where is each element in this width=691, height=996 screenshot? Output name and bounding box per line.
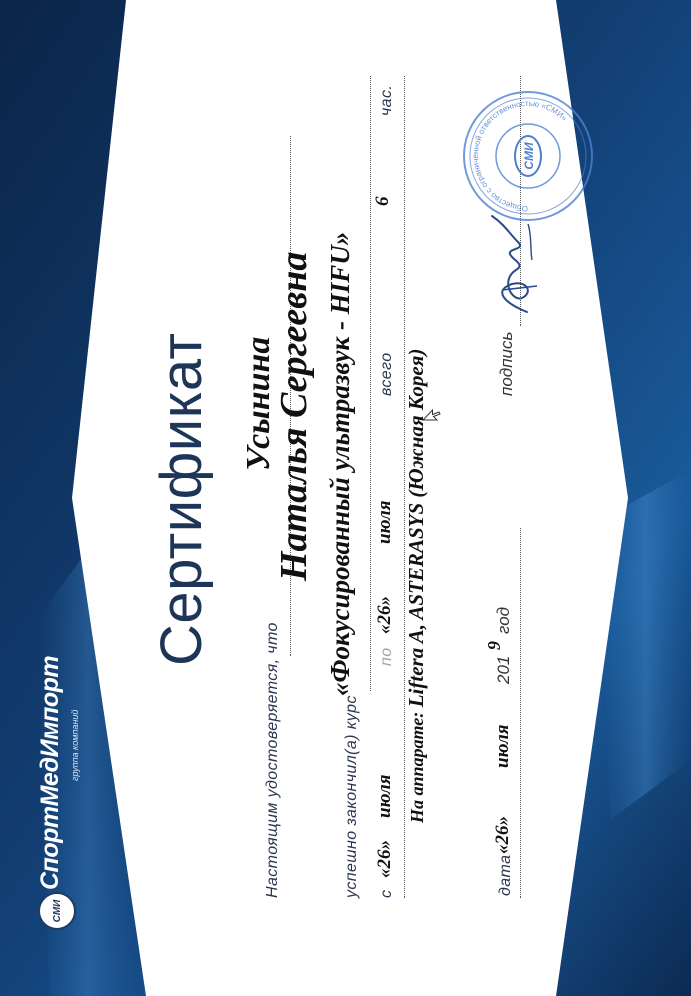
course-name: «Фокусированный ультразвук - HIFU» bbox=[325, 231, 355, 696]
stamp-center-mark: СМИ bbox=[522, 142, 536, 170]
hours-unit: час. bbox=[378, 84, 395, 116]
signature-label: подпись bbox=[497, 331, 516, 396]
recipient-full-name: Наталья Сергеевна bbox=[273, 251, 315, 581]
certificate-title: Сертификат bbox=[149, 332, 214, 666]
device-name: Liftera A, ASTERASYS (Южная Корея) bbox=[404, 348, 428, 708]
stamp-ring-text: Общество с ограниченной ответственностью «СМИ» bbox=[470, 98, 569, 214]
brand-logo-icon: СМИ bbox=[38, 892, 76, 930]
course-lead-text: успешно закончил(а) курс bbox=[343, 695, 360, 898]
brand-tagline: группа компаний bbox=[70, 709, 80, 781]
recipient-surname: Усынина bbox=[240, 336, 277, 471]
signature-image bbox=[482, 210, 552, 320]
date-month: июля bbox=[492, 724, 513, 768]
brand-name: СпортМедИмпорт bbox=[36, 655, 64, 890]
device-label: На аппарате: bbox=[407, 711, 427, 823]
year-prefix: 201 bbox=[494, 655, 513, 684]
year-digit: 9 bbox=[484, 641, 504, 650]
cursor-icon bbox=[422, 407, 442, 421]
date-day: «26» bbox=[492, 816, 513, 854]
intro-text: Настоящим удостоверяется, что bbox=[264, 622, 281, 898]
to-label: по bbox=[378, 647, 395, 666]
to-day: «26» bbox=[374, 596, 395, 634]
date-label: дата bbox=[497, 854, 514, 896]
year-suffix: год bbox=[494, 606, 513, 634]
company-stamp-icon bbox=[458, 86, 598, 226]
date-underline bbox=[520, 528, 521, 898]
from-label: с bbox=[378, 889, 395, 898]
to-month: июля bbox=[374, 500, 395, 544]
hours-value: 6 bbox=[372, 196, 393, 206]
total-label: всего bbox=[378, 352, 395, 396]
from-day: «26» bbox=[374, 840, 395, 878]
course-underline bbox=[370, 76, 371, 691]
from-month: июля bbox=[374, 774, 395, 818]
